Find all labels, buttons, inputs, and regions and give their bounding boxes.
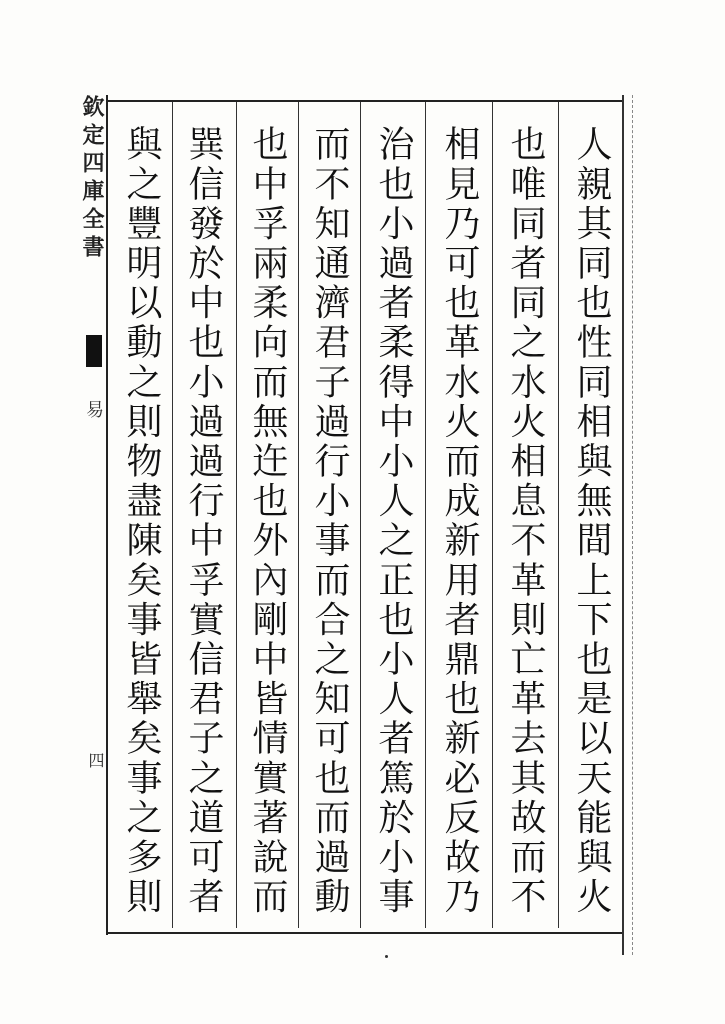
text-column-8: 與之豐明以動之則物盡陳矣事皆舉矣事之多則 bbox=[121, 125, 162, 917]
text-column-3: 相見乃可也革水火而成新用者鼎也新必反故乃 bbox=[439, 125, 480, 917]
margin-title: 欽定四庫全書 bbox=[79, 95, 105, 263]
column-rule bbox=[425, 102, 426, 928]
text-column-6: 也中孚兩柔向而無迕也外內剛中皆情實著說而 bbox=[247, 125, 288, 917]
column-rule bbox=[492, 102, 493, 928]
right-edge-border bbox=[622, 95, 633, 955]
text-column-4: 治也小過者柔得中小人之正也小人者篤於小事 bbox=[373, 125, 414, 917]
margin-fishtail-block bbox=[86, 335, 102, 367]
column-rule bbox=[360, 102, 361, 928]
text-column-5: 而不知通濟君子過行小事而合之知可也而過動 bbox=[309, 125, 350, 917]
margin-subtitle: 易 bbox=[83, 400, 104, 420]
text-column-1: 人親其同也性同相與無間上下也是以天能與火 bbox=[571, 125, 612, 917]
text-column-7: 巽信發於中也小過過行中孚實信君子之道可者 bbox=[183, 125, 224, 917]
margin-page-number: 四 bbox=[86, 752, 105, 768]
ink-dot bbox=[385, 955, 388, 958]
column-rule bbox=[558, 102, 559, 928]
text-column-2: 也唯同者同之水火相息不革則亡革去其故而不 bbox=[505, 125, 546, 917]
